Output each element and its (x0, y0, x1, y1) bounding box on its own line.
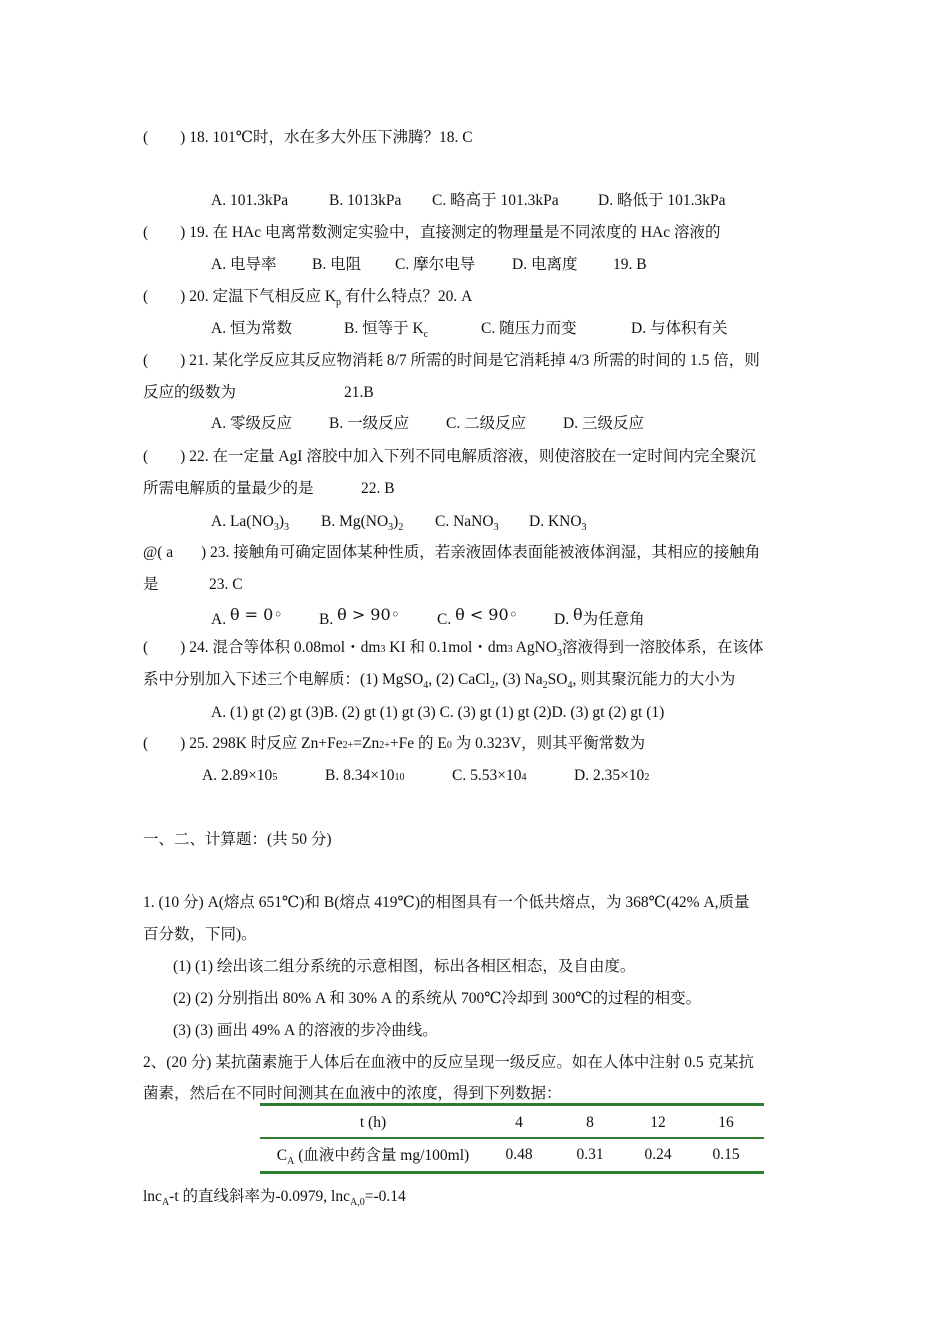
question-text: 25. 298K 时反应 Zn+Fe (189, 735, 343, 752)
option-a: A. 2.89×10 (202, 767, 273, 784)
option-b-expr: θ > 90◦ (337, 605, 401, 624)
answer-paren-open: ( (143, 352, 149, 369)
section-heading: 一、二、计算题：(共 50 分) (143, 831, 332, 848)
question-text-b: =Zn (353, 735, 380, 752)
table-row (260, 1139, 764, 1171)
answer-paren-close: ) (180, 288, 186, 305)
question-22-line2 (143, 479, 395, 499)
option-c: C. 略高于 101.3kPa (432, 192, 559, 209)
subscript: 3 (273, 522, 279, 533)
table-cell: 0.24 (644, 1146, 672, 1163)
question-text: 是 (143, 576, 159, 593)
answer-paren-open: ( (143, 448, 149, 465)
q23-options (211, 605, 645, 626)
table-header-cell: 12 (650, 1114, 666, 1131)
question-18 (143, 128, 473, 148)
superscript: 2+ (342, 740, 354, 751)
question-22 (143, 447, 756, 467)
superscript: 2+ (379, 740, 390, 751)
answer-paren-open: ( (143, 288, 149, 305)
answer-paren-open: ( (143, 224, 149, 241)
subscript: A,0 (350, 1197, 365, 1208)
table-cell: 0.48 (505, 1146, 533, 1163)
question-24-line2 (143, 670, 735, 696)
question-text: 系中分别加入下述三个电解质：(1) MgSO (143, 671, 424, 688)
question-text-d: 为 0.323V，则其平衡常数为 (451, 735, 646, 752)
table-header-cell: t (h) (359, 1114, 387, 1131)
question-text-c: , (3) Na (494, 671, 543, 688)
superscript: 3 (507, 644, 513, 655)
option-b: B. 一级反应 (329, 415, 410, 432)
option-c-expr: θ < 90◦ (455, 605, 519, 624)
option-d-text: 为任意角 (582, 611, 645, 628)
subscript: 0 (446, 740, 452, 751)
option-b: B. (319, 611, 334, 628)
option-d: D. 电离度 (512, 256, 578, 273)
subscript: 3 (557, 648, 563, 659)
problem-1-item-1: (1) (1) 绘出该二组分系统的示意相图，标出各相区相态，及自由度。 (173, 958, 636, 975)
answer-paren-close: ) (180, 224, 186, 241)
table-header-row (260, 1103, 764, 1139)
question-text: 21. 某化学反应其反应物消耗 8/7 所需的时间是它消耗掉 4/3 所需的时间的 1.5 倍，则 (189, 352, 760, 369)
superscript: 3 (380, 644, 386, 655)
option-d: D. KNO (529, 513, 582, 530)
option-c: C. 5.53×10 (452, 767, 522, 784)
answer: 23. C (209, 576, 243, 593)
question-text-d: SO (547, 671, 568, 688)
question-20 (143, 287, 472, 313)
question-text-b: , (2) CaCl (428, 671, 490, 688)
question-text: 反应的级数为 (143, 384, 237, 401)
table-cell: 0.31 (576, 1146, 604, 1163)
exponent: 2 (644, 772, 650, 783)
subscript: 4 (423, 680, 429, 691)
subscript: 2 (542, 680, 548, 691)
option-a: A. 电导率 (211, 256, 277, 273)
option-b: B. 1013kPa (329, 192, 402, 209)
option-a: A. (211, 611, 227, 628)
table-row-label (260, 1139, 486, 1171)
option-a: A. 恒为常数 (211, 320, 292, 337)
subscript: 3 (388, 522, 394, 533)
subscript: p (336, 297, 342, 308)
subscript: c (423, 329, 429, 340)
question-text-d: 溶液得到一溶胶体系，在该体 (562, 639, 764, 656)
subscript: 2 (398, 522, 404, 533)
q25-options (202, 766, 649, 788)
subscript: 2 (489, 680, 495, 691)
exponent: 5 (272, 772, 278, 783)
option-c: C. 二级反应 (446, 415, 527, 432)
question-text: 24. 混合等体积 0.08mol・dm (189, 639, 381, 656)
problem-2-line2: 菌素，然后在不同时间测其在血液中的浓度，得到下列数据： (143, 1085, 562, 1102)
option-c: C. (437, 611, 452, 628)
option-d: D. 三级反应 (563, 415, 644, 432)
question-text: 20. 定温下气相反应 K (189, 288, 337, 305)
q24-options: A. (1) gt (2) gt (3)B. (2) gt (1) gt (3) C. (3) gt (1) gt (2)D. (3) gt (2) gt (1) (211, 704, 665, 721)
exponent: 10 (394, 772, 405, 783)
question-text-end: 有什么特点？20. A (341, 288, 473, 305)
question-text-b: KI 和 0.1mol・dm (385, 639, 508, 656)
subscript: 4 (567, 680, 573, 691)
problem-2-result (143, 1187, 406, 1213)
option-c: C. 随压力而变 (481, 320, 577, 337)
table-header-cell: 4 (515, 1114, 523, 1131)
question-text: ) 23. 接触角可确定固体某种性质，若亲液固体表面能被液体润湿，其相应的接触角 (201, 544, 761, 561)
result-text-c: =-0.14 (364, 1188, 406, 1205)
answer: 22. B (361, 480, 395, 497)
question-text: 22. 在一定量 AgI 溶胶中加入下列不同电解质溶液，则使溶胶在一定时间内完全聚沉 (189, 448, 756, 465)
option-a: A. 零级反应 (211, 415, 292, 432)
option-a: A. 101.3kPa (211, 192, 289, 209)
option-d-expr: θ (572, 605, 583, 624)
table-bottom-rule (260, 1171, 764, 1174)
answer-paren-close: ) (180, 129, 186, 146)
answer-paren-open: ( (143, 129, 149, 146)
option-a: A. La(NO (211, 513, 274, 530)
question-25 (143, 734, 645, 756)
q22-options (211, 512, 587, 538)
q18-options (211, 191, 725, 211)
option-b: B. Mg(NO (321, 513, 389, 530)
subscript: 3 (581, 522, 587, 533)
answer-paren-close: ) (180, 352, 186, 369)
problem-1-item-3: (3) (3) 画出 49% A 的溶液的步冷曲线。 (173, 1022, 438, 1039)
option-a-expr: θ = 0◦ (229, 605, 283, 624)
option-b: B. 电阻 (312, 256, 362, 273)
problem-1-item-2: (2) (2) 分别指出 80% A 和 30% A 的系统从 700℃冷却到 300℃的过程的相变。 (173, 990, 702, 1007)
option-d: D. 与体积有关 (631, 320, 728, 337)
problem-1-line1: 1. (10 分) A(熔点 651℃)和 B(熔点 419℃)的相图具有一个低共熔点，为 368℃(42% A,质量 (143, 894, 750, 911)
data-table (260, 1103, 764, 1171)
question-21-line2 (143, 383, 374, 403)
question-text: 所需电解质的量最少的是 (143, 480, 314, 497)
subscript: 3 (284, 522, 290, 533)
question-text: 19. 在 HAc 电离常数测定实验中，直接测定的物理量是不同浓度的 HAc 溶液的 (189, 224, 721, 241)
answer-paren-close: ) (180, 448, 186, 465)
answer-paren-close: ) (180, 639, 186, 656)
answer-paren-open: ( (143, 639, 149, 656)
question-prefix: @( a (143, 544, 174, 561)
table-cell: 0.15 (712, 1146, 740, 1163)
option-b-end: ) (393, 513, 399, 530)
q20-options (211, 319, 727, 345)
question-text-e: , 则其聚沉能力的大小为 (572, 671, 736, 688)
option-d: D. (554, 611, 570, 628)
q21-options (211, 414, 644, 434)
table-header-cell: 8 (586, 1114, 594, 1131)
row-label-text: C (276, 1147, 288, 1164)
exponent: 4 (521, 772, 527, 783)
answer: 19. B (613, 256, 647, 273)
subscript: 3 (493, 522, 499, 533)
answer: 21.B (344, 384, 374, 401)
question-24 (143, 638, 764, 664)
question-text: 18. 101℃时，水在多大外压下沸腾？18. C (189, 129, 473, 146)
option-a-end: ) (278, 513, 285, 530)
option-b: B. 8.34×10 (325, 767, 395, 784)
option-c: C. NaNO (435, 513, 494, 530)
row-label-unit: (血液中药含量 mg/100ml) (294, 1147, 470, 1164)
result-text-b: -t 的直线斜率为-0.0979, lnc (169, 1188, 350, 1205)
option-d: D. 2.35×10 (574, 767, 645, 784)
q19-options (211, 255, 647, 275)
answer-paren-open: ( (143, 735, 149, 752)
question-19 (143, 223, 721, 243)
question-23 (143, 543, 760, 563)
option-c: C. 摩尔电导 (395, 256, 476, 273)
answer-paren-close: ) (180, 735, 186, 752)
problem-2-line1: 2、(20 分) 某抗菌素施于人体后在血液中的反应呈现一级反应。如在人体中注射 0.5 克某抗 (143, 1054, 754, 1071)
question-23-line2 (143, 575, 243, 595)
problem-1-line2: 百分数，下同)。 (143, 926, 257, 943)
result-text: lnc (143, 1188, 162, 1205)
question-21 (143, 351, 760, 371)
table-header-cell: 16 (718, 1114, 734, 1131)
option-b: B. 恒等于 K (344, 320, 424, 337)
option-d: D. 略低于 101.3kPa (598, 192, 726, 209)
subscript: A (287, 1156, 295, 1167)
question-text-c: +Fe 的 E (389, 735, 447, 752)
question-text-c: AgNO (512, 639, 558, 656)
subscript: A (161, 1197, 170, 1208)
